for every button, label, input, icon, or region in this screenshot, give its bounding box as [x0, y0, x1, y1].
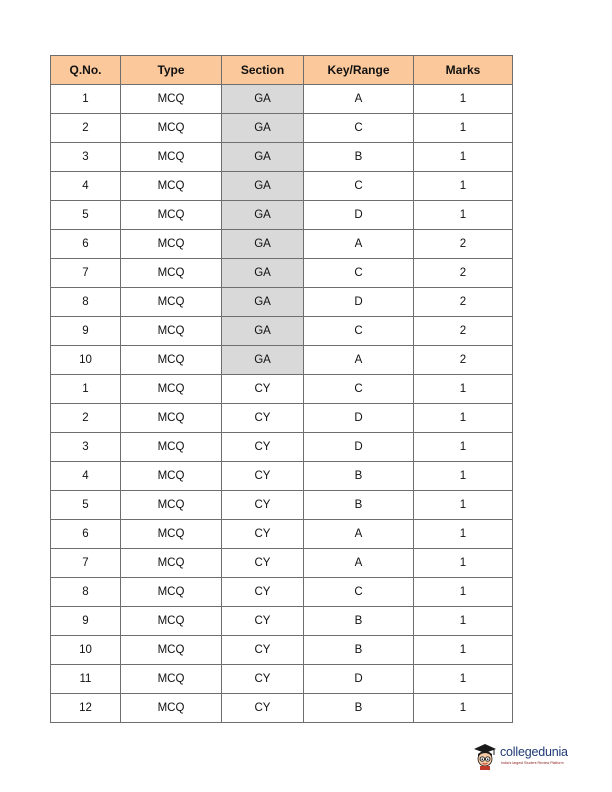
cell-marks: 2: [414, 317, 513, 346]
cell-qno: 3: [51, 143, 121, 172]
cell-key: C: [304, 114, 414, 143]
cell-qno: 5: [51, 491, 121, 520]
cell-section: CY: [222, 375, 304, 404]
cell-qno: 10: [51, 346, 121, 375]
cell-marks: 1: [414, 143, 513, 172]
cell-section: GA: [222, 114, 304, 143]
header-marks: Marks: [414, 56, 513, 85]
cell-marks: 1: [414, 491, 513, 520]
collegedunia-logo: [472, 742, 592, 770]
cell-section: GA: [222, 85, 304, 114]
cell-key: C: [304, 259, 414, 288]
cell-section: GA: [222, 288, 304, 317]
cell-section: CY: [222, 520, 304, 549]
cell-type: MCQ: [121, 578, 222, 607]
cell-qno: 4: [51, 462, 121, 491]
cell-type: MCQ: [121, 549, 222, 578]
cell-type: MCQ: [121, 201, 222, 230]
graduate-mascot-icon: [472, 742, 498, 770]
table-row: [51, 404, 513, 433]
table-row: [51, 259, 513, 288]
cell-qno: 5: [51, 201, 121, 230]
cell-type: MCQ: [121, 607, 222, 636]
cell-key: B: [304, 694, 414, 723]
table-row: [51, 520, 513, 549]
cell-section: CY: [222, 549, 304, 578]
cell-marks: 1: [414, 520, 513, 549]
cell-key: C: [304, 172, 414, 201]
cell-section: CY: [222, 578, 304, 607]
cell-type: MCQ: [121, 462, 222, 491]
cell-key: B: [304, 491, 414, 520]
cell-type: MCQ: [121, 172, 222, 201]
cell-type: MCQ: [121, 114, 222, 143]
cell-section: GA: [222, 172, 304, 201]
cell-qno: 9: [51, 317, 121, 346]
cell-key: A: [304, 549, 414, 578]
cell-key: A: [304, 346, 414, 375]
table-row: [51, 85, 513, 114]
cell-section: GA: [222, 143, 304, 172]
cell-type: MCQ: [121, 636, 222, 665]
table-row: [51, 578, 513, 607]
table-row: [51, 172, 513, 201]
cell-type: MCQ: [121, 259, 222, 288]
cell-section: CY: [222, 491, 304, 520]
cell-type: MCQ: [121, 346, 222, 375]
cell-type: MCQ: [121, 85, 222, 114]
cell-key: C: [304, 375, 414, 404]
cell-section: GA: [222, 201, 304, 230]
cell-qno: 9: [51, 607, 121, 636]
cell-type: MCQ: [121, 433, 222, 462]
table-row: [51, 230, 513, 259]
header-type: Type: [121, 56, 222, 85]
table-row: [51, 462, 513, 491]
cell-marks: 2: [414, 288, 513, 317]
cell-qno: 8: [51, 578, 121, 607]
table-row: [51, 114, 513, 143]
cell-section: CY: [222, 607, 304, 636]
logo-brand-text: collegedunia: [500, 745, 568, 759]
cell-marks: 1: [414, 665, 513, 694]
table-row: [51, 201, 513, 230]
table-row: [51, 549, 513, 578]
cell-type: MCQ: [121, 694, 222, 723]
cell-marks: 2: [414, 230, 513, 259]
cell-type: MCQ: [121, 520, 222, 549]
cell-qno: 7: [51, 259, 121, 288]
cell-key: D: [304, 433, 414, 462]
header-qno: Q.No.: [51, 56, 121, 85]
table-row: [51, 346, 513, 375]
cell-qno: 1: [51, 375, 121, 404]
cell-marks: 1: [414, 114, 513, 143]
cell-type: MCQ: [121, 665, 222, 694]
cell-type: MCQ: [121, 375, 222, 404]
table-row: [51, 317, 513, 346]
table-row: [51, 491, 513, 520]
cell-type: MCQ: [121, 288, 222, 317]
cell-marks: 1: [414, 636, 513, 665]
cell-section: GA: [222, 346, 304, 375]
cell-marks: 1: [414, 694, 513, 723]
cell-qno: 3: [51, 433, 121, 462]
header-section: Section: [222, 56, 304, 85]
cell-qno: 7: [51, 549, 121, 578]
cell-marks: 2: [414, 346, 513, 375]
cell-section: CY: [222, 636, 304, 665]
cell-qno: 2: [51, 404, 121, 433]
cell-marks: 1: [414, 607, 513, 636]
table-header-row: [51, 56, 513, 85]
cell-qno: 1: [51, 85, 121, 114]
cell-key: C: [304, 317, 414, 346]
cell-qno: 2: [51, 114, 121, 143]
cell-section: GA: [222, 230, 304, 259]
cell-qno: 6: [51, 520, 121, 549]
cell-type: MCQ: [121, 404, 222, 433]
cell-key: B: [304, 607, 414, 636]
cell-section: CY: [222, 665, 304, 694]
table-body: [51, 85, 513, 723]
cell-qno: 6: [51, 230, 121, 259]
cell-marks: 2: [414, 259, 513, 288]
cell-key: B: [304, 143, 414, 172]
cell-key: C: [304, 578, 414, 607]
cell-type: MCQ: [121, 143, 222, 172]
table-row: [51, 288, 513, 317]
cell-marks: 1: [414, 462, 513, 491]
cell-key: D: [304, 201, 414, 230]
cell-qno: 12: [51, 694, 121, 723]
cell-key: A: [304, 230, 414, 259]
cell-key: B: [304, 636, 414, 665]
table-row: [51, 143, 513, 172]
cell-key: A: [304, 85, 414, 114]
cell-marks: 1: [414, 404, 513, 433]
header-key-range: Key/Range: [304, 56, 414, 85]
cell-qno: 10: [51, 636, 121, 665]
cell-qno: 4: [51, 172, 121, 201]
cell-key: D: [304, 404, 414, 433]
logo-tagline: India's largest Student Review Platform: [501, 761, 564, 765]
cell-type: MCQ: [121, 491, 222, 520]
table-row: [51, 433, 513, 462]
cell-marks: 1: [414, 433, 513, 462]
cell-section: CY: [222, 462, 304, 491]
answer-key-table: [50, 55, 513, 723]
cell-qno: 8: [51, 288, 121, 317]
cell-section: GA: [222, 317, 304, 346]
table-row: [51, 665, 513, 694]
table-row: [51, 636, 513, 665]
cell-type: MCQ: [121, 230, 222, 259]
cell-key: B: [304, 462, 414, 491]
cell-marks: 1: [414, 549, 513, 578]
cell-marks: 1: [414, 85, 513, 114]
cell-section: CY: [222, 694, 304, 723]
cell-marks: 1: [414, 578, 513, 607]
cell-key: A: [304, 520, 414, 549]
cell-section: CY: [222, 404, 304, 433]
cell-key: D: [304, 665, 414, 694]
table-row: [51, 694, 513, 723]
cell-marks: 1: [414, 172, 513, 201]
cell-key: D: [304, 288, 414, 317]
cell-marks: 1: [414, 375, 513, 404]
cell-marks: 1: [414, 201, 513, 230]
cell-qno: 11: [51, 665, 121, 694]
cell-section: CY: [222, 433, 304, 462]
cell-type: MCQ: [121, 317, 222, 346]
cell-section: GA: [222, 259, 304, 288]
table-row: [51, 375, 513, 404]
table-row: [51, 607, 513, 636]
